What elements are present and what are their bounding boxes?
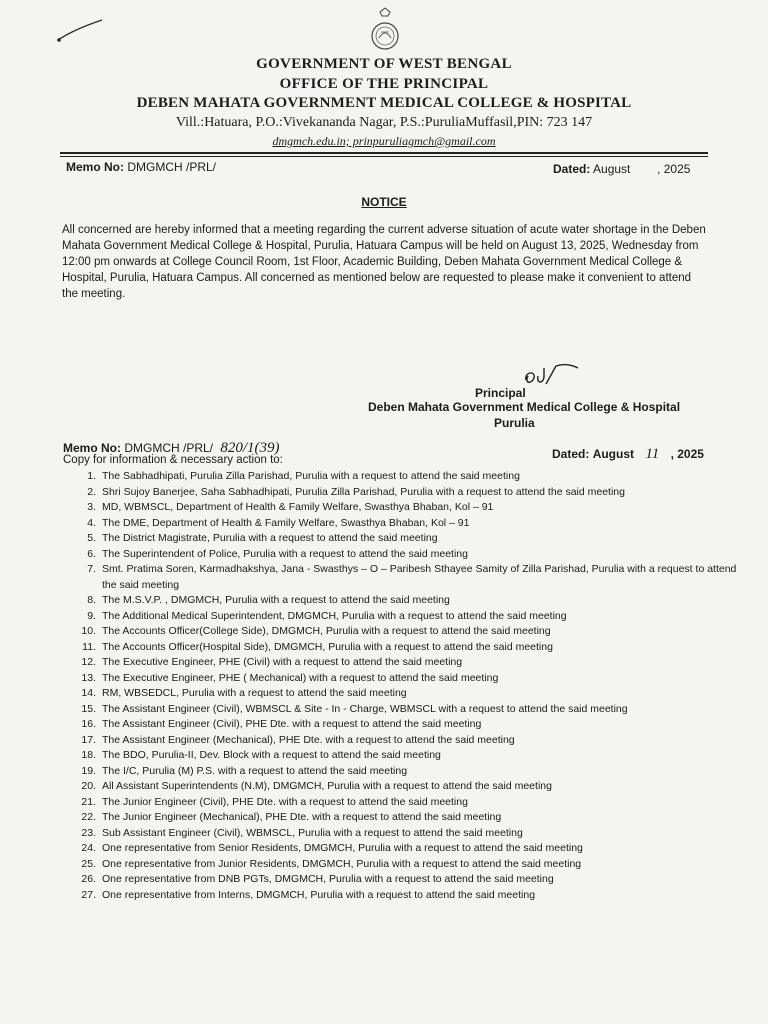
handwritten-memo-number: 820/1(39) <box>220 440 280 456</box>
copy-memo-date <box>552 446 704 463</box>
list-item <box>60 500 740 516</box>
handwritten-day: 11 <box>645 446 660 462</box>
list-item <box>60 547 740 563</box>
list-item <box>60 531 740 547</box>
header-contact: dmgmch.edu.in; prinpuruliagmch@gmail.com <box>272 134 496 148</box>
list-item-text: All Assistant Superintendents (N.M), DMGMCH, Purulia with a request to attend the said meeting <box>102 780 552 792</box>
signatory-place: Purulia <box>494 416 535 430</box>
list-item-number: 9. <box>87 609 96 622</box>
list-item-number: 4. <box>87 516 96 529</box>
list-item-number: 15. <box>81 702 96 715</box>
list-item <box>60 562 740 593</box>
list-item-text: Sub Assistant Engineer (Civil), WBMSCL, Purulia with a request to attend the said meeting <box>102 826 523 839</box>
list-item-number: 8. <box>87 594 96 606</box>
list-item <box>60 593 740 609</box>
list-item-number: 27. <box>81 888 96 901</box>
memo-date <box>553 162 690 176</box>
list-item <box>60 764 740 780</box>
copy-dated-label: Dated: <box>552 447 590 461</box>
list-item-text: One representative from Junior Residents, DMGMCH, Purulia with a request to attend the said meeting <box>102 857 582 870</box>
list-item-number: 10. <box>81 625 96 637</box>
list-item-number: 24. <box>81 842 96 854</box>
list-item-number: 17. <box>81 733 96 746</box>
list-item-text: The Sabhadhipati, Purulia Zilla Parishad, Purulia with a request to attend the said meeting <box>102 470 520 482</box>
list-item <box>60 826 740 842</box>
header-office: OFFICE OF THE PRINCIPAL <box>279 76 489 92</box>
list-item-text: Smt. Pratima Soren, Karmadhakshya, Jana - Swasthys – O – Paribesh Sthayee Samity of Zilla Parishad, Purulia with a request to attend the said meeting <box>102 563 737 591</box>
list-item-text: The Executive Engineer, PHE (Civil) with a request to attend the said meeting <box>102 656 463 668</box>
list-item <box>60 810 740 826</box>
list-item-text: The District Magistrate, Purulia with a request to attend the said meeting <box>102 532 438 544</box>
list-item-number: 18. <box>81 749 96 761</box>
list-item-number: 19. <box>81 764 96 777</box>
notice-body: All concerned are hereby informed that a meeting regarding the current adverse situation of acute water shortage in the Deben Mahata Government Medical College & Hospital, Purulia, Hatuara Campus will be held on August 13, 2025, Wednesday from 12:00 pm onwards at College Council Room, 1st Floor, Academic Building, Deben Mahata Government Medical College & Hospital, Purulia, Hatuara Campus. All concerned as mentioned below are requested to please make it convenient to attend the meeting. <box>62 224 706 300</box>
header-government: GOVERNMENT OF WEST BENGAL <box>256 56 512 72</box>
list-item-text: The Executive Engineer, PHE ( Mechanical) with a request to attend the said meeting <box>102 671 499 684</box>
list-item-number: 14. <box>81 687 96 699</box>
list-item <box>60 655 740 671</box>
list-item <box>60 609 740 625</box>
list-item <box>60 748 740 764</box>
list-item <box>60 686 740 702</box>
list-item-number: 26. <box>81 873 96 885</box>
header-divider-thin <box>60 156 708 157</box>
list-item-text: The Accounts Officer(College Side), DMGMCH, Purulia with a request to attend the said meeting <box>102 625 551 637</box>
list-item <box>60 733 740 749</box>
list-item-number: 20. <box>81 780 96 792</box>
list-item-number: 22. <box>81 811 96 823</box>
list-item-number: 21. <box>81 795 96 808</box>
list-item-number: 23. <box>81 826 96 839</box>
list-item <box>60 469 740 485</box>
list-item-number: 1. <box>87 470 96 482</box>
copy-memo-value: DMGMCH /PRL/ <box>124 441 214 455</box>
list-item-text: The Assistant Engineer (Mechanical), PHE Dte. with a request to attend the said meeting <box>102 733 515 746</box>
memo-value: DMGMCH /PRL/ <box>127 160 217 174</box>
list-item-text: The BDO, Purulia-II, Dev. Block with a request to attend the said meeting <box>102 749 441 761</box>
list-item <box>60 779 740 795</box>
memo-label: Memo No: <box>66 160 124 174</box>
list-item-text: The I/C, Purulia (M) P.S. with a request to attend the said meeting <box>102 764 408 777</box>
copy-recipient-list <box>60 469 740 903</box>
list-item-number: 6. <box>87 547 96 560</box>
list-item-text: The Junior Engineer (Mechanical), PHE Dte. with a request to attend the said meeting <box>102 811 502 823</box>
list-item-text: The Junior Engineer (Civil), PHE Dte. with a request to attend the said meeting <box>102 795 468 808</box>
signatory-organization: Deben Mahata Government Medical College & Hospital <box>368 400 681 414</box>
list-item-number: 11. <box>82 640 96 653</box>
list-item <box>60 888 740 904</box>
list-item <box>60 795 740 811</box>
list-item <box>60 640 740 656</box>
list-item-text: One representative from DNB PGTs, DMGMCH, Purulia with a request to attend the said meeting <box>102 873 554 885</box>
signatory-title: Principal <box>475 386 526 400</box>
list-item-text: One representative from Interns, DMGMCH, Purulia with a request to attend the said meeting <box>102 888 536 901</box>
list-item-text: One representative from Senior Residents, DMGMCH, Purulia with a request to attend the said meeting <box>102 842 583 854</box>
list-item-number: 2. <box>87 485 96 498</box>
list-item-text: The Accounts Officer(Hospital Side), DMGMCH, Purulia with a request to attend the said meeting <box>102 640 553 653</box>
list-item-number: 12. <box>81 656 96 668</box>
list-item-text: The Superintendent of Police, Purulia with a request to attend the said meeting <box>102 547 468 560</box>
list-item-text: The Assistant Engineer (Civil), PHE Dte. with a request to attend the said meeting <box>102 718 482 730</box>
list-item <box>60 516 740 532</box>
list-item-number: 5. <box>87 532 96 544</box>
list-item-text: The M.S.V.P. , DMGMCH, Purulia with a request to attend the said meeting <box>102 594 450 606</box>
dated-value: August , 2025 <box>593 162 691 176</box>
list-item-number: 3. <box>87 501 96 513</box>
list-item <box>60 671 740 687</box>
list-item-text: The Additional Medical Superintendent, DMGMCH, Purulia with a request to attend the said meeting <box>102 609 567 622</box>
list-item <box>60 872 740 888</box>
memo-number <box>66 160 216 174</box>
copy-memo-label: Memo No: <box>63 441 121 455</box>
list-item-text: The DME, Department of Health & Family Welfare, Swasthya Bhaban, Kol – 91 <box>102 516 470 529</box>
notice-title: NOTICE <box>361 195 407 209</box>
list-item-number: 16. <box>81 718 96 730</box>
list-item-number: 25. <box>81 857 96 870</box>
copy-dated-year: , 2025 <box>670 447 704 461</box>
list-item <box>60 702 740 718</box>
signature-mark <box>522 362 582 390</box>
pen-stroke-mark <box>56 18 106 44</box>
state-emblem-icon <box>368 6 402 54</box>
header-divider <box>60 152 708 154</box>
list-item <box>60 624 740 640</box>
copy-intro: Copy for information & necessary action to: <box>63 454 283 466</box>
header-address: Vill.:Hatuara, P.O.:Vivekananda Nagar, P.S.:PuruliaMuffasil,PIN: 723 147 <box>175 115 593 130</box>
list-item <box>60 857 740 873</box>
list-item-text: Shri Sujoy Banerjee, Saha Sabhadhipati, Purulia Zilla Parishad, Purulia with a request to attend the said meeting <box>102 485 625 498</box>
list-item <box>60 485 740 501</box>
list-item-number: 7. <box>87 563 96 575</box>
copy-dated-month: August <box>592 447 635 461</box>
list-item-text: MD, WBMSCL, Department of Health & Family Welfare, Swasthya Bhaban, Kol – 91 <box>102 501 494 513</box>
list-item <box>60 841 740 857</box>
list-item <box>60 717 740 733</box>
list-item-text: The Assistant Engineer (Civil), WBMSCL & Site - In - Charge, WBMSCL with a request to attend the said meeting <box>102 702 628 715</box>
header-college: DEBEN MAHATA GOVERNMENT MEDICAL COLLEGE & HOSPITAL <box>136 95 632 111</box>
list-item-number: 13. <box>81 671 96 684</box>
list-item-text: RM, WBSEDCL, Purulia with a request to attend the said meeting <box>102 687 407 699</box>
dated-label: Dated: <box>553 162 591 176</box>
